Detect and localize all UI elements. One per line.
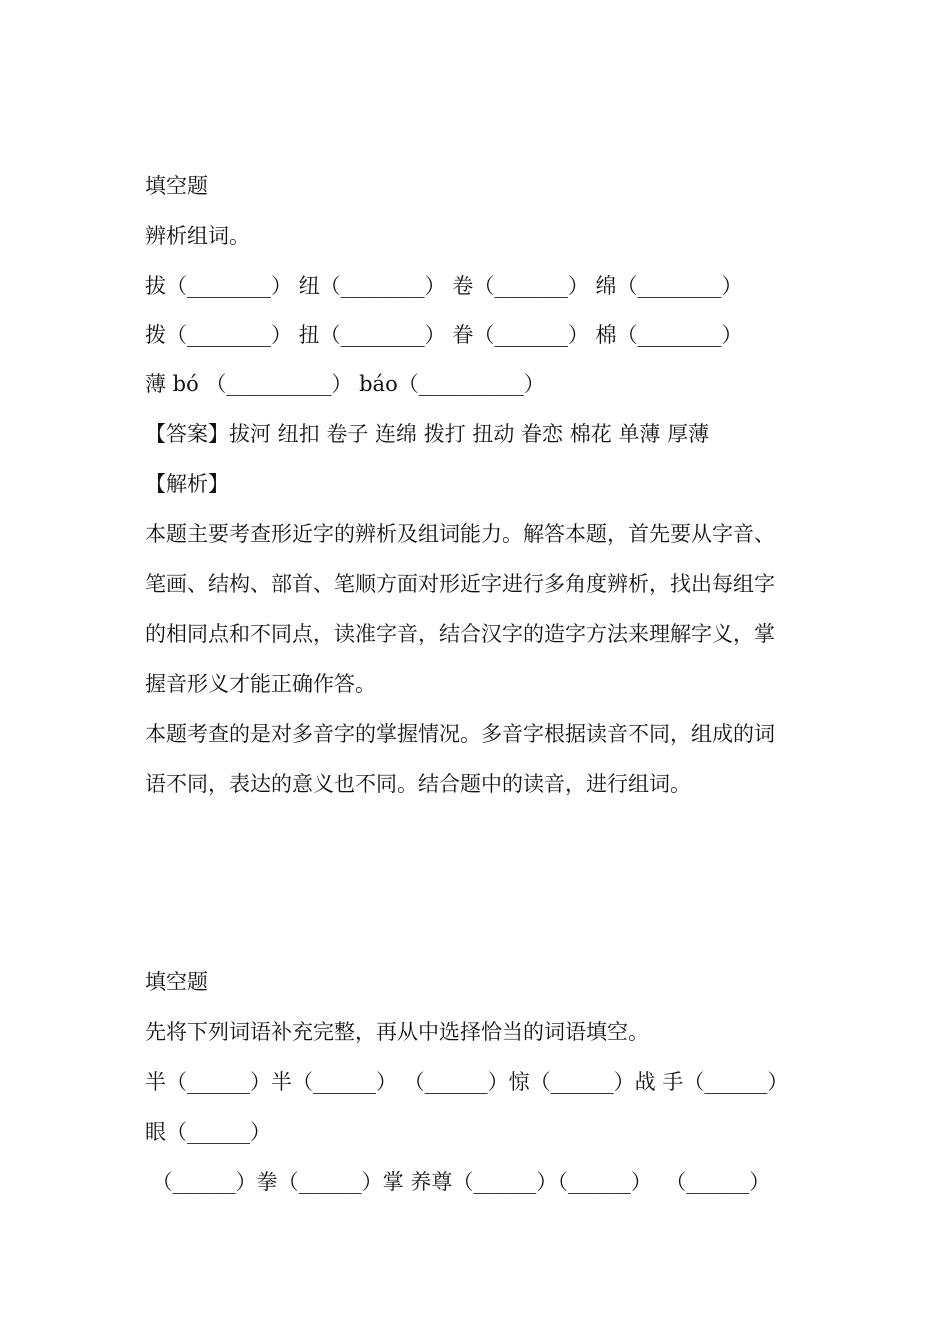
question-1-row-1: 拔（________） 纽（________） 卷（_______） 绵（________）	[145, 274, 743, 298]
analysis-p1-line-2: 笔画、结构、部首、笔顺方面对形近字进行多角度辨析，找出每组字	[145, 572, 775, 596]
question-2-type: 填空题	[145, 970, 208, 994]
analysis-p2-line-2: 语不同，表达的意义也不同。结合题中的读音，进行组词。	[145, 772, 691, 796]
question-1-prompt: 辨析组词。	[145, 224, 250, 248]
analysis-p1-line-4: 握音形义才能正确作答。	[145, 672, 376, 696]
analysis-p1-line-1: 本题主要考查形近字的辨析及组词能力。解答本题，首先要从字音、	[145, 522, 775, 546]
question-2-row-3: （______）拳（______）掌 养尊（______）（______） （______）	[145, 1170, 771, 1194]
analysis-p1-line-3: 的相同点和不同点，读准字音，结合汉字的造字方法来理解字义，掌	[145, 622, 775, 646]
question-2-prompt: 先将下列词语补充完整，再从中选择恰当的词语填空。	[145, 1020, 649, 1044]
analysis-p2-line-1: 本题考查的是对多音字的掌握情况。多音字根据读音不同，组成的词	[145, 722, 775, 746]
question-1-answer: 【答案】拔河 纽扣 卷子 连绵 拨打 扭动 眷恋 棉花 单薄 厚薄	[145, 422, 710, 446]
question-1-type: 填空题	[145, 174, 208, 198]
question-1-analysis-label: 【解析】	[145, 472, 229, 496]
question-2-row-1: 半（______）半（______） （______）惊（______）战 手（______）	[145, 1070, 789, 1094]
question-1-row-3: 薄 bó （__________） báo（__________）	[145, 372, 545, 396]
question-1-row-2: 拨（________） 扭（________） 眷（_______） 棉（________）	[145, 323, 743, 347]
question-2-row-2: 眼（______）	[145, 1120, 271, 1144]
